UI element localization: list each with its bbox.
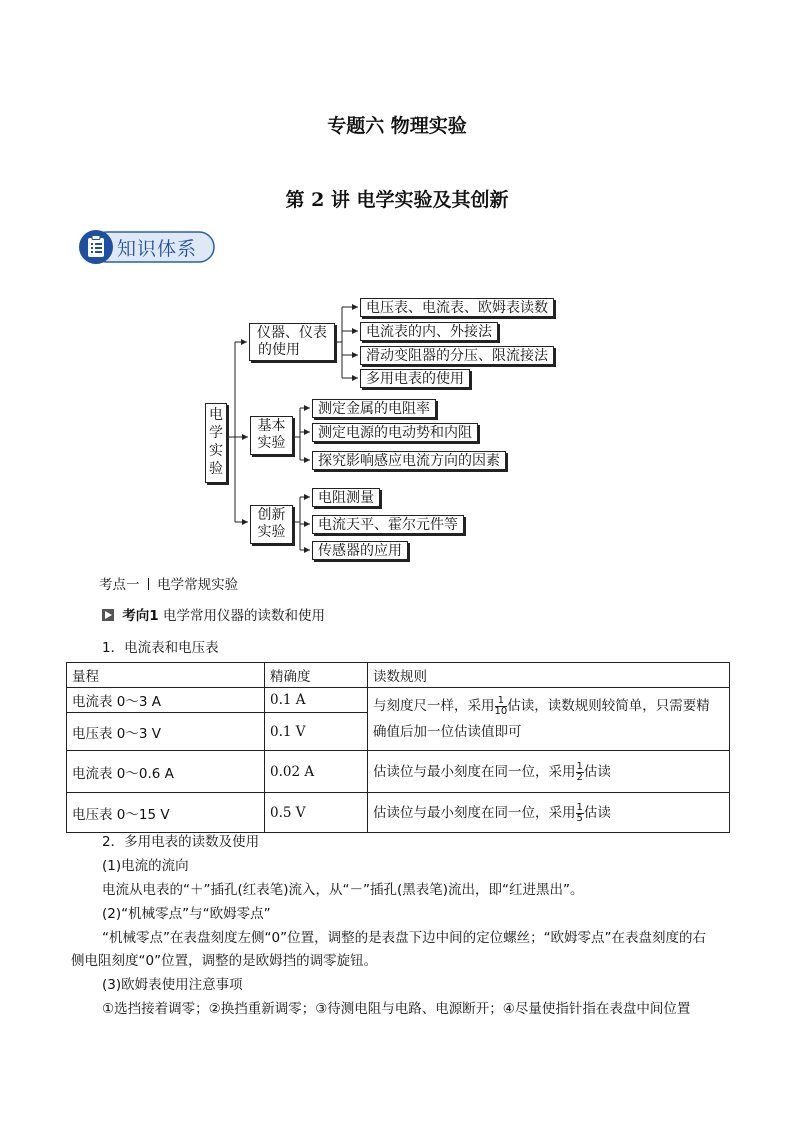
branch-label-line1: 基本 xyxy=(257,418,286,434)
table-header-cell: 读数规则 xyxy=(368,663,730,688)
table-cell-precision: 0.1 A xyxy=(265,688,368,713)
fraction: $\frac{1}{10}$ xyxy=(494,694,508,717)
table-cell-range: 电压表 0～15 V xyxy=(67,793,265,833)
table-cell-rule: 估读位与最小刻度在同一位，采用 $\frac{1}{2}$ 估读 xyxy=(368,751,730,793)
table-cell-precision: 0.1 V xyxy=(265,713,368,751)
branch-label-line2: 实验 xyxy=(257,524,286,540)
kaoxiang-heading xyxy=(102,606,325,626)
leaf-item: 测定金属的电阻率 xyxy=(312,399,436,418)
play-marker-icon xyxy=(102,609,114,621)
section1-title: 1．电流表和电压表 xyxy=(102,640,219,656)
branch-label-line1: 仪器、仪表 xyxy=(257,325,327,341)
leaf-item: 滑动变阻器的分压、限流接法 xyxy=(360,346,554,365)
branch-label-line1: 创新 xyxy=(257,507,286,523)
section2-title: 2．多用电表的读数及使用 xyxy=(102,834,260,850)
p1-title: (1)电流的流向 xyxy=(102,858,189,874)
kaoxiang-label: 考向1 xyxy=(122,608,159,624)
leaf-item: 多用电表的使用 xyxy=(360,369,470,388)
branch-label-line2: 实验 xyxy=(257,435,286,451)
mindmap-root: 电 学 实 验 xyxy=(205,403,227,483)
leaf-item: 电流天平、霍尔元件等 xyxy=(312,515,464,534)
table-cell-range: 电流表 0～0.6 A xyxy=(67,751,265,793)
table-header-cell: 精确度 xyxy=(265,663,368,688)
table-cell-rule: 估读位与最小刻度在同一位，采用 $\frac{1}{5}$ 估读 xyxy=(368,793,730,833)
kaodian-title: 电学常规实验 xyxy=(157,577,239,593)
kaodian-heading xyxy=(99,575,238,595)
p1-text: 电流从电表的“＋”插孔(红表笔)流入，从“－”插孔(黑表笔)流出，即“红进黑出”。 xyxy=(102,882,584,898)
p3-title: (3)欧姆表使用注意事项 xyxy=(102,977,243,993)
table-cell-rule: 与刻度尺一样，采用 $\frac{1}{10}$ 估读，读数规则较简单，只需要精 确值后加一位估读值即可 xyxy=(368,688,730,751)
table-cell-precision: 0.5 V xyxy=(265,793,368,833)
p2-text-line2: 侧电阻刻度“0”位置，调整的是欧姆挡的调零旋钮。 xyxy=(71,953,378,969)
leaf-item: 传感器的应用 xyxy=(312,541,408,560)
table-row xyxy=(67,688,730,713)
fraction: $\frac{1}{5}$ xyxy=(576,801,583,824)
table-cell-range: 电流表 0～3 A xyxy=(67,688,265,713)
table-row xyxy=(67,751,730,793)
branch-label-line2: 的使用 xyxy=(258,342,300,358)
branch-innovative xyxy=(250,505,293,544)
table-header-row xyxy=(67,663,730,688)
table-header-cell: 量程 xyxy=(67,663,265,688)
meter-table xyxy=(66,662,730,833)
leaf-item: 电阻测量 xyxy=(312,488,380,507)
leaf-item: 电压表、电流表、欧姆表读数 xyxy=(360,298,554,317)
leaf-item: 探究影响感应电流方向的因素 xyxy=(312,451,506,470)
leaf-item: 电流表的内、外接法 xyxy=(360,322,498,341)
leaf-item: 测定电源的电动势和内阻 xyxy=(312,423,478,442)
kaoxiang-title: 电学常用仪器的读数和使用 xyxy=(163,608,325,624)
p2-text-line1: “机械零点”在表盘刻度左侧“0”位置，调整的是表盘下边中间的定位螺丝；“欧姆零点”在表盘刻度的右 xyxy=(102,930,707,946)
table-cell-precision: 0.02 A xyxy=(265,751,368,793)
kaodian-label: 考点一 xyxy=(99,577,140,593)
table-cell-range: 电压表 0～3 V xyxy=(67,713,265,751)
branch-basic xyxy=(250,416,293,455)
p2-title: (2)“机械零点”与“欧姆零点” xyxy=(102,906,271,922)
lecture-title: 第 2 讲 电学实验及其创新 xyxy=(285,189,509,211)
branch-instruments xyxy=(249,323,335,361)
banner-label: 知识体系 xyxy=(117,238,198,260)
table-row xyxy=(67,793,730,833)
p3-text: ①选挡接着调零；②换挡重新调零；③待测电阻与电路、电源断开；④尽量使指针指在表盘中间位置 xyxy=(102,1001,691,1017)
fraction: $\frac{1}{2}$ xyxy=(576,760,583,783)
topic-title: 专题六 物理实验 xyxy=(327,115,467,137)
